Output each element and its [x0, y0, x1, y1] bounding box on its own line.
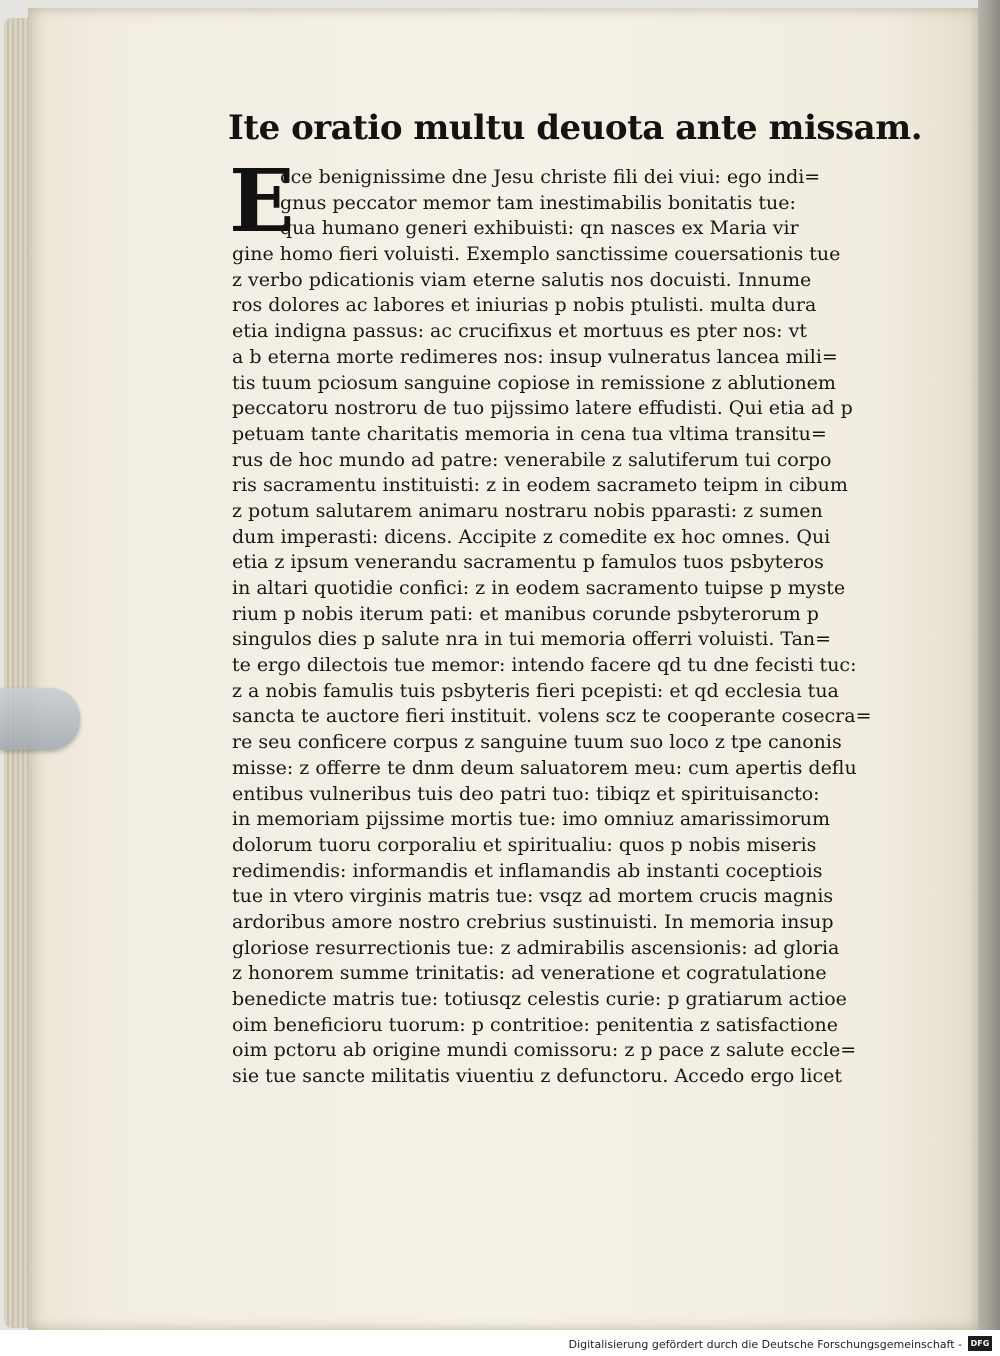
- text-line: petuam tante charitatis memoria in cena tua vltima transitu=: [232, 422, 827, 445]
- text-line: rus de hoc mundo ad patre: venerabile z salutiferum tui corpo: [232, 448, 832, 471]
- dfg-logo: DFG: [968, 1336, 992, 1351]
- text-line: in memoriam pijssime mortis tue: imo omniuz amarissimorum: [232, 808, 831, 831]
- decorated-initial: E: [229, 151, 295, 252]
- text-line: ros dolores ac labores et iniurias p nobis ptulisti. multa dura: [232, 294, 817, 317]
- prayer-heading: Ite oratio multu deuota ante missam.: [228, 108, 923, 148]
- text-line: ris sacramentu instituisti: z in eodem sacrameto teipm in cibum: [232, 474, 848, 497]
- text-line: qua humano generi exhibuisti: qn nasces ex Maria vir: [280, 217, 799, 240]
- text-line: tue in vtero virginis matris tue: vsqz ad mortem crucis magnis: [232, 885, 834, 908]
- text-line: benedicte matris tue: totiusqz celestis curie: p gratiarum actioe: [232, 988, 847, 1010]
- text-line: ardoribus amore nostro crebrius sustinuisti. In memoria insup: [232, 910, 834, 933]
- text-line: te ergo dilectois tue memor: intendo facere qd tu dne fecisti tuc:: [232, 654, 857, 677]
- text-line: etia z ipsum venerandu sacramentu p famulos tuos psbyteros: [232, 551, 824, 574]
- text-line: tis tuum pciosum sanguine copiose in remissione z ablutionem: [232, 371, 836, 394]
- text-line: dolorum tuoru corporaliu et spiritualiu: quos p nobis miseris: [232, 833, 817, 856]
- text-line: z verbo pdicationis viam eterne salutis nos docuisti. Innume: [232, 268, 812, 291]
- text-line: sie tue sancte militatis viuentiu z defunctoru. Accedo ergo licet: [232, 1065, 842, 1088]
- text-line: oim beneficioru tuorum: p contritioe: penitentia z satisfactione: [232, 1013, 839, 1036]
- text-line: peccatoru nostroru de tuo pijssimo latere effudisti. Qui etia ad p: [232, 397, 853, 420]
- text-line: entibus vulneribus tuis deo patri tuo: tibiqz et spirituisancto:: [232, 782, 820, 805]
- text-line: dum imperasti: dicens. Accipite z comedite ex hoc omnes. Qui: [232, 525, 831, 548]
- text-line: etia indigna passus: ac crucifixus et mortuus es pter nos: vt: [232, 320, 807, 343]
- text-line: cce benignissime dne Jesu christe fili dei viui: ego indi=: [280, 166, 821, 188]
- text-line: sancta te auctore fieri instituit. volens scz te cooperante cosecra=: [232, 705, 872, 728]
- text-line: z honorem summe trinitatis: ad veneratione et cogratulatione: [232, 962, 827, 985]
- text-line: oim pctoru ab origine mundi comissoru: z p pace z salute eccle=: [232, 1039, 857, 1062]
- text-line: re seu conficere corpus z sanguine tuum suo loco z tpe canonis: [232, 731, 842, 754]
- text-line: gloriose resurrectionis tue: z admirabilis ascensionis: ad gloria: [232, 936, 840, 959]
- text-line: rium p nobis iterum pati: et manibus corunde psbyterorum p: [232, 602, 819, 625]
- page-clip: [0, 688, 80, 750]
- text-line: z a nobis famulis tuis psbyteris fieri pcepisti: et qd ecclesia tua: [232, 679, 839, 702]
- text-line: singulos dies p salute nra in tui memoria offerri voluisti. Tan=: [232, 628, 832, 651]
- facing-page-edge: [978, 0, 1000, 1330]
- text-line: z potum salutarem animaru nostraru nobis pparasti: z sumen: [232, 499, 823, 522]
- prayer-text: [232, 165, 882, 1090]
- text-line: redimendis: informandis et inflamandis ab instanti coceptiois: [232, 859, 823, 882]
- text-line: misse: z offerre te dnm deum saluatorem meu: cum apertis deflu: [232, 756, 857, 779]
- footer-bar: [0, 1330, 1000, 1356]
- text-line: a b eterna morte redimeres nos: insup vulneratus lancea mili=: [232, 345, 838, 368]
- funding-credit: Digitalisierung gefördert durch die Deutsche Forschungsgemeinschaft -: [568, 1338, 962, 1351]
- text-line: gine homo fieri voluisti. Exemplo sanctissime couersationis tue: [232, 243, 841, 266]
- text-line: gnus peccator memor tam inestimabilis bonitatis tue:: [280, 191, 796, 214]
- text-line: in altari quotidie confici: z in eodem sacramento tuipse p myste: [232, 577, 846, 599]
